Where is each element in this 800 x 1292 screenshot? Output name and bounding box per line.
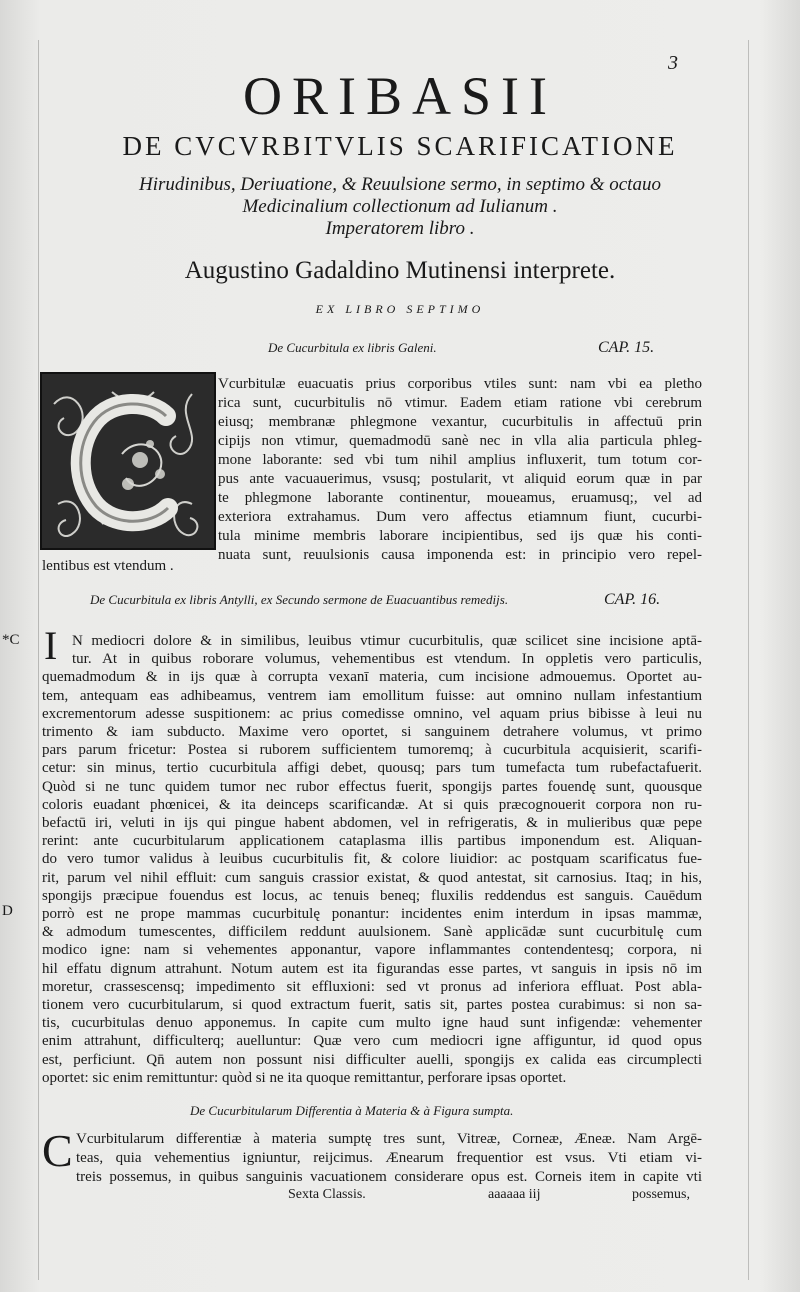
chapter-16-line: tionem vero cucurbitularum, si quod extractum fuerit, satis sit, partes postea curabimus: si non sa- bbox=[42, 997, 702, 1013]
chapter-16-line: do vero tumor validus à leuibus cucurbitulis fit, & colore liuidior: ac postquam scarificatus fue- bbox=[42, 851, 702, 868]
chapter-16-line: est, perficiunt. Qn̄ autem non possunt nisi difficulter auelli, spongijs ex calida eas circumplecti bbox=[42, 1051, 702, 1068]
chapter-16-line: & admodum tumescentes, difficilem reddunt auulsionem. Sanè applicādæ sunt cucurbitulę cum bbox=[42, 924, 702, 941]
chapter-15-number: CAP. 15. bbox=[598, 339, 655, 356]
chapter-16-line: cetur: sin minus, tertio cucurbitula affigi debet, quousq; pars tum tumefacta tum rubefactafuerit. bbox=[42, 760, 702, 777]
chapter-16-line: quemadmodum & in ijs quæ à corrupta vexanī materia, cum incisione admouemus. Oportet au- bbox=[42, 669, 702, 686]
chapter-16-line: porrò est ne prope mammas cucurbitulę ponantur: incidentes enim interdum in ipsas mammæ, bbox=[42, 906, 702, 922]
chapter-16-line: moretur, crassescensq; impedimento sit effluxioni: sed vt pronus ad inferiora effluat. Post abla- bbox=[42, 978, 702, 995]
chapter-16-line: enim attrahunt, difficulterq; auelluntur: Quæ vero cum mediocri igne affiguntur, id quod opus bbox=[42, 1033, 702, 1050]
chapter-15-line: te phlegmone laborante continentur, moueamus, eruamusq;, vel ad bbox=[218, 490, 702, 506]
chapter-17-title: De Cucurbitularum Differentia à Materia & à Figura sumpta. bbox=[190, 1103, 514, 1118]
catchword: possemus, bbox=[632, 1187, 690, 1202]
ornate-letter-c-icon bbox=[40, 372, 216, 550]
chapter-16-line: N mediocri dolore & in similibus, leuibus vtimur cucurbitulis, quæ scilicet sine incisione aptā- bbox=[72, 633, 702, 649]
chapter-15-line: nuata sunt, reuulsionis causa imponenda est: in principio vero repel- bbox=[218, 547, 702, 563]
chapter-15-line: mone laborante: sed vbi tum nihil amplius influxerit, tum totum cor- bbox=[218, 452, 702, 468]
interpreter-line: Augustino Gadaldino Mutinensi interprete. bbox=[184, 257, 616, 284]
chapter-16-line: rit, parum vel nihil effluit: cum sanguis crassior existat, & quod antestat, sit carnosius. Itaq; in his, bbox=[42, 869, 702, 886]
chapter-16-line: trimento & iam subducto. Maxime vero oportet, si sanguinem detrahere volumus, vt primo bbox=[42, 724, 702, 740]
chapter-15-line: lentibus est vtendum . bbox=[42, 558, 174, 574]
chapter-16-line: befactū iri, veluti in ijs qui pingue habent abdomen, vel in refrigeratis, & in mulieribus quæ pepe bbox=[42, 815, 702, 831]
chapter-15-line: tula minime membris laborare incipientibus, sed ijs quæ his conti- bbox=[218, 528, 702, 544]
chapter-16-line: tur. At in quibus roborare volumus, vehementibus est vtendum. In oppletis vero particulis, bbox=[72, 651, 702, 668]
chapter-15-line: pus ante vacuauerimus, vsusq; postularit, vt aliquid eorum quæ in par bbox=[218, 471, 702, 487]
chapter-16-line: Quòd si ne tunc quidem tumor nec rubor effectus fuerit, spongijs partes fouendę sunt, quousque bbox=[42, 778, 702, 795]
page-title: ORIBASII bbox=[242, 66, 557, 126]
chapter-15-line: rica sunt, cucurbitulis nō vtimur. Eadem etiam ratione vbi cerebrum bbox=[218, 395, 702, 411]
chapter-16-line: excrementorum adesse suspitionem: ac prius comedisse omnino, vel aquam prius bibisse à leui nu bbox=[42, 705, 702, 722]
chapter-16-line: spongijs præcipue fouendus est locus, ac tenuis beneq; fluxilis reddendus est sanguis. Cauēdum bbox=[42, 887, 702, 904]
section-label: Sexta Classis. bbox=[288, 1187, 366, 1202]
chapter-15-title: De Cucurbitula ex libris Galeni. bbox=[268, 340, 437, 355]
chapter-16-line: pars parum fricetur: Postea si ruborem sufficientem tumoremq; à cucurbitula acquisierit, scarifi- bbox=[42, 742, 702, 759]
description-line: Imperatorem libro . bbox=[325, 218, 475, 239]
chapter-17-initial: C bbox=[42, 1125, 73, 1176]
chapter-15-line: exteriora extrahamus. Dum vero affectus etiamnum fiunt, cucurbi- bbox=[218, 509, 702, 525]
chapter-16-line: oportet: sic enim remittuntur: quòd si ne ita quoque remittantur, perforare ipsas oportet. bbox=[42, 1069, 567, 1086]
page-number: 3 bbox=[668, 52, 678, 74]
chapter-15-line: Vcurbitulæ euacuatis prius corporibus vtiles sunt: nam vbi ea pletho bbox=[218, 376, 702, 392]
margin-letter: D bbox=[2, 903, 13, 919]
chapter-17-line: treis possemus, in quibus sanguinis vacuationem considerare opus est. Corneis item in capite vti bbox=[76, 1169, 702, 1185]
chapter-16-line: tem, antequam eas adhibeamus, ventrem iam emollitum fuisse: aut omnino nullam infestantium bbox=[42, 687, 702, 704]
chapter-17-line: Vcurbitularum differentiæ à materia sumptę tres sunt, Vitreæ, Corneæ, Æneæ. Nam Argē- bbox=[76, 1131, 702, 1147]
chapter-16-line: rerint: ante cucurbitularum applicationem cataplasma illis partibus imponendum est. Aliquan- bbox=[42, 833, 702, 850]
chapter-17-line: teas, quia vehementius igniuntur, reijcimus. Ænearum frequentior est vsus. Vti etiam vi- bbox=[76, 1150, 702, 1166]
book-label: EX LIBRO SEPTIMO bbox=[315, 302, 485, 316]
chapter-16-line: tis, cucurbitulas denuo apponemus. In capite cum multo igne haud sunt infigendæ: vehementer bbox=[42, 1015, 702, 1032]
left-margin-rule bbox=[38, 40, 39, 1280]
chapter-16-title: De Cucurbitula ex libris Antylli, ex Secundo sermone de Euacuantibus remedijs. bbox=[90, 592, 509, 607]
signature-mark: aaaaaa iij bbox=[488, 1187, 541, 1202]
chapter-15-line: eiusq; membranæ phlegmone vexantur, cucurbitulis in affectuū prin bbox=[218, 414, 702, 430]
chapter-16-line: coloris euadant phœnicei, & ita deinceps scarificandæ. At si quis præcognouerit corpora non ru- bbox=[42, 796, 702, 813]
chapter-16-number: CAP. 16. bbox=[604, 591, 661, 608]
description-line: Medicinalium collectionum ad Iulianum . bbox=[242, 196, 558, 217]
page-subtitle: DE CVCVRBITVLIS SCARIFICATIONE bbox=[122, 131, 678, 161]
margin-mark: *C bbox=[2, 632, 20, 648]
chapter-16-line: hil effatu dignum attrahunt. Notum autem est ita figurandas esse partes, vt sanguis in ipsis nō im bbox=[42, 960, 702, 977]
chapter-15-line: cipijs non vtimur, quemadmodū sanè nec in vlla alia particula phleg- bbox=[218, 433, 702, 449]
chapter-16-line: modico igne: nam si vehementes apponantur, vapore inflammantes contendentesq; corpora, ni bbox=[42, 942, 702, 959]
description-line: Hirudinibus, Deriuatione, & Reuulsione sermo, in septimo & octauo bbox=[139, 174, 661, 195]
chapter-16-initial: I bbox=[44, 623, 58, 668]
